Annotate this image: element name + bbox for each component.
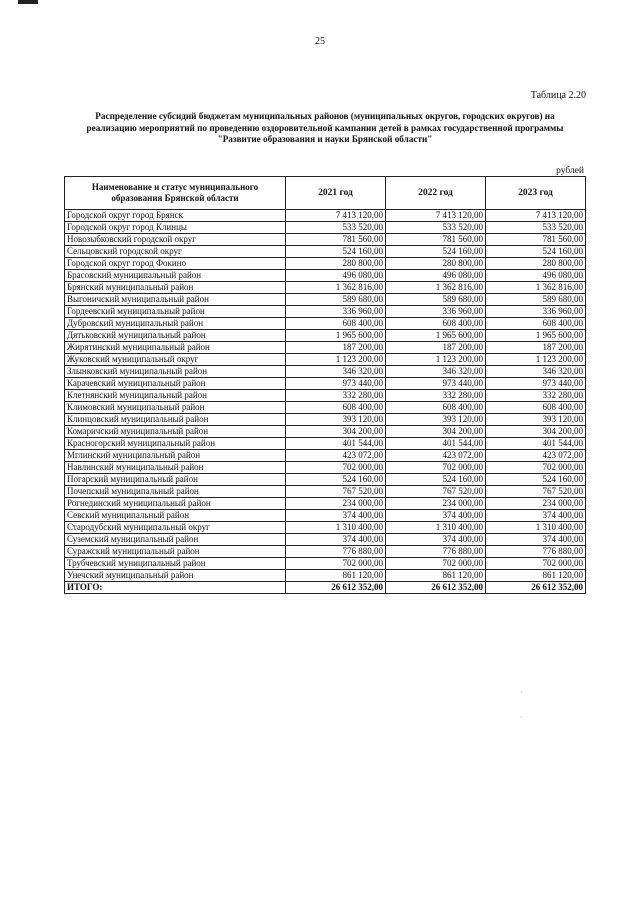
amount-2021: 702 000,00 — [286, 462, 386, 474]
table-row — [65, 282, 586, 294]
municipality-name: Брянский муниципальный район — [65, 282, 286, 294]
table-row — [65, 366, 586, 378]
municipality-name: Суземский муниципальный район — [65, 534, 286, 546]
header-2022: 2022 год — [386, 177, 486, 210]
table-row — [65, 462, 586, 474]
table-row — [65, 558, 586, 570]
amount-2022: 393 120,00 — [386, 414, 486, 426]
municipality-name: Выгоничский муниципальный район — [65, 294, 286, 306]
amount-2021: 304 200,00 — [286, 426, 386, 438]
amount-2022: 187 200,00 — [386, 342, 486, 354]
document-title — [62, 111, 588, 146]
amount-2022: 401 544,00 — [386, 438, 486, 450]
amount-2022: 608 400,00 — [386, 318, 486, 330]
amount-2021: 374 400,00 — [286, 510, 386, 522]
amount-2021: 533 520,00 — [286, 222, 386, 234]
amount-2021: 332 280,00 — [286, 390, 386, 402]
amount-2022: 1 965 600,00 — [386, 330, 486, 342]
municipality-name: Дубровский муниципальный район — [65, 318, 286, 330]
total-2023: 26 612 352,00 — [486, 582, 586, 594]
amount-2023: 304 200,00 — [486, 426, 586, 438]
table-row — [65, 570, 586, 582]
scan-edge-mark — [18, 0, 38, 4]
municipality-name: Городской округ город Фокино — [65, 258, 286, 270]
municipality-name: Новозыбковский городской округ — [65, 234, 286, 246]
municipality-name: Трубчевский муниципальный район — [65, 558, 286, 570]
municipality-name: Гордеевский муниципальный район — [65, 306, 286, 318]
municipality-name: Навлинский муниципальный район — [65, 462, 286, 474]
amount-2021: 1 123 200,00 — [286, 354, 386, 366]
amount-2022: 346 320,00 — [386, 366, 486, 378]
title-line: "Развитие образования и науки Брянской области" — [217, 134, 433, 144]
municipality-name: Унечский муниципальный район — [65, 570, 286, 582]
table-row — [65, 222, 586, 234]
amount-2022: 589 680,00 — [386, 294, 486, 306]
table-row — [65, 390, 586, 402]
header-name: Наименование и статус муниципального образования Брянской области — [65, 177, 286, 210]
table-row — [65, 210, 586, 222]
table-row — [65, 486, 586, 498]
amount-2021: 7 413 120,00 — [286, 210, 386, 222]
title-line: Распределение субсидий бюджетам муниципальных районов (муниципальных округов, городских округов) на — [95, 111, 555, 121]
amount-2021: 1 310 400,00 — [286, 522, 386, 534]
amount-2023: 702 000,00 — [486, 462, 586, 474]
municipality-name: Дятьковский муниципальный район — [65, 330, 286, 342]
amount-2023: 589 680,00 — [486, 294, 586, 306]
amount-2023: 524 160,00 — [486, 474, 586, 486]
amount-2021: 524 160,00 — [286, 246, 386, 258]
amount-2021: 608 400,00 — [286, 318, 386, 330]
amount-2021: 187 200,00 — [286, 342, 386, 354]
amount-2023: 401 544,00 — [486, 438, 586, 450]
table-header-row — [65, 177, 586, 210]
amount-2022: 280 800,00 — [386, 258, 486, 270]
amount-2022: 336 960,00 — [386, 306, 486, 318]
amount-2022: 304 200,00 — [386, 426, 486, 438]
amount-2023: 234 000,00 — [486, 498, 586, 510]
municipality-name: Сельцовский городской округ — [65, 246, 286, 258]
amount-2021: 374 400,00 — [286, 534, 386, 546]
amount-2022: 702 000,00 — [386, 558, 486, 570]
municipality-name: Климовский муниципальный район — [65, 402, 286, 414]
currency-unit: рублей — [556, 166, 584, 176]
amount-2021: 861 120,00 — [286, 570, 386, 582]
amount-2022: 423 072,00 — [386, 450, 486, 462]
total-2021: 26 612 352,00 — [286, 582, 386, 594]
title-line: реализацию мероприятий по проведению оздоровительной кампании детей в рамках государственной программы — [86, 122, 564, 133]
total-label: ИТОГО: — [65, 582, 286, 594]
table-row — [65, 330, 586, 342]
amount-2022: 861 120,00 — [386, 570, 486, 582]
table-row — [65, 270, 586, 282]
amount-2023: 1 123 200,00 — [486, 354, 586, 366]
table-row — [65, 294, 586, 306]
municipality-name: Карачевский муниципальный район — [65, 378, 286, 390]
amount-2021: 423 072,00 — [286, 450, 386, 462]
amount-2022: 767 520,00 — [386, 486, 486, 498]
table-row — [65, 522, 586, 534]
amount-2021: 608 400,00 — [286, 402, 386, 414]
amount-2022: 374 400,00 — [386, 510, 486, 522]
amount-2021: 401 544,00 — [286, 438, 386, 450]
amount-2021: 393 120,00 — [286, 414, 386, 426]
amount-2023: 496 080,00 — [486, 270, 586, 282]
amount-2022: 776 880,00 — [386, 546, 486, 558]
table-row — [65, 474, 586, 486]
amount-2022: 524 160,00 — [386, 246, 486, 258]
municipality-name: Городской округ город Клинцы — [65, 222, 286, 234]
table-row — [65, 318, 586, 330]
amount-2023: 7 413 120,00 — [486, 210, 586, 222]
header-2023: 2023 год — [486, 177, 586, 210]
municipality-name: Жирятинский муниципальный район — [65, 342, 286, 354]
subsidies-table — [64, 176, 586, 594]
table-row — [65, 510, 586, 522]
amount-2021: 781 560,00 — [286, 234, 386, 246]
table-body — [65, 210, 586, 594]
amount-2023: 702 000,00 — [486, 558, 586, 570]
amount-2023: 1 362 816,00 — [486, 282, 586, 294]
amount-2023: 187 200,00 — [486, 342, 586, 354]
municipality-name: Севский муниципальный район — [65, 510, 286, 522]
municipality-name: Красногорский муниципальный район — [65, 438, 286, 450]
amount-2023: 533 520,00 — [486, 222, 586, 234]
table-row — [65, 378, 586, 390]
municipality-name: Брасовский муниципальный район — [65, 270, 286, 282]
page-number: 25 — [315, 36, 325, 47]
table-row — [65, 426, 586, 438]
amount-2021: 767 520,00 — [286, 486, 386, 498]
amount-2021: 702 000,00 — [286, 558, 386, 570]
amount-2023: 332 280,00 — [486, 390, 586, 402]
amount-2023: 608 400,00 — [486, 402, 586, 414]
table-row — [65, 234, 586, 246]
amount-2023: 781 560,00 — [486, 234, 586, 246]
municipality-name: Клинцовский муниципальный район — [65, 414, 286, 426]
municipality-name: Клетнянский муниципальный район — [65, 390, 286, 402]
municipality-name: Городской округ город Брянск — [65, 210, 286, 222]
amount-2022: 332 280,00 — [386, 390, 486, 402]
table-row — [65, 246, 586, 258]
table-row — [65, 546, 586, 558]
amount-2022: 781 560,00 — [386, 234, 486, 246]
total-2022: 26 612 352,00 — [386, 582, 486, 594]
amount-2022: 702 000,00 — [386, 462, 486, 474]
amount-2021: 589 680,00 — [286, 294, 386, 306]
amount-2023: 524 160,00 — [486, 246, 586, 258]
amount-2023: 767 520,00 — [486, 486, 586, 498]
municipality-name: Комаричский муниципальный район — [65, 426, 286, 438]
amount-2021: 1 965 600,00 — [286, 330, 386, 342]
amount-2021: 234 000,00 — [286, 498, 386, 510]
table-row — [65, 402, 586, 414]
scan-speck: · — [520, 688, 523, 697]
table-row — [65, 306, 586, 318]
amount-2023: 608 400,00 — [486, 318, 586, 330]
amount-2022: 1 123 200,00 — [386, 354, 486, 366]
amount-2022: 524 160,00 — [386, 474, 486, 486]
table-row — [65, 342, 586, 354]
table-row — [65, 354, 586, 366]
amount-2021: 776 880,00 — [286, 546, 386, 558]
amount-2021: 1 362 816,00 — [286, 282, 386, 294]
amount-2022: 1 310 400,00 — [386, 522, 486, 534]
total-row — [65, 582, 586, 594]
table-row — [65, 438, 586, 450]
municipality-name: Злынковский муниципальный район — [65, 366, 286, 378]
amount-2023: 423 072,00 — [486, 450, 586, 462]
amount-2023: 374 400,00 — [486, 534, 586, 546]
table-number: Таблица 2.20 — [530, 90, 586, 101]
municipality-name: Почепский муниципальный район — [65, 486, 286, 498]
amount-2021: 336 960,00 — [286, 306, 386, 318]
amount-2022: 608 400,00 — [386, 402, 486, 414]
municipality-name: Погарский муниципальный район — [65, 474, 286, 486]
municipality-name: Рогнединский муниципальный район — [65, 498, 286, 510]
table-row — [65, 498, 586, 510]
amount-2022: 973 440,00 — [386, 378, 486, 390]
municipality-name: Стародубский муниципальный округ — [65, 522, 286, 534]
amount-2023: 346 320,00 — [486, 366, 586, 378]
amount-2023: 1 310 400,00 — [486, 522, 586, 534]
amount-2022: 1 362 816,00 — [386, 282, 486, 294]
amount-2023: 374 400,00 — [486, 510, 586, 522]
municipality-name: Суражский муниципальный район — [65, 546, 286, 558]
amount-2022: 234 000,00 — [386, 498, 486, 510]
amount-2021: 280 800,00 — [286, 258, 386, 270]
amount-2021: 973 440,00 — [286, 378, 386, 390]
amount-2023: 861 120,00 — [486, 570, 586, 582]
table-row — [65, 534, 586, 546]
table-row — [65, 450, 586, 462]
table-row — [65, 414, 586, 426]
amount-2023: 973 440,00 — [486, 378, 586, 390]
amount-2023: 336 960,00 — [486, 306, 586, 318]
amount-2023: 393 120,00 — [486, 414, 586, 426]
amount-2023: 1 965 600,00 — [486, 330, 586, 342]
amount-2023: 280 800,00 — [486, 258, 586, 270]
amount-2022: 533 520,00 — [386, 222, 486, 234]
table-row — [65, 258, 586, 270]
municipality-name: Жуковский муниципальный округ — [65, 354, 286, 366]
amount-2022: 374 400,00 — [386, 534, 486, 546]
amount-2023: 776 880,00 — [486, 546, 586, 558]
amount-2022: 496 080,00 — [386, 270, 486, 282]
amount-2022: 7 413 120,00 — [386, 210, 486, 222]
municipality-name: Мглинский муниципальный район — [65, 450, 286, 462]
amount-2021: 346 320,00 — [286, 366, 386, 378]
scan-speck: · — [520, 713, 523, 722]
header-2021: 2021 год — [286, 177, 386, 210]
amount-2021: 524 160,00 — [286, 474, 386, 486]
amount-2021: 496 080,00 — [286, 270, 386, 282]
